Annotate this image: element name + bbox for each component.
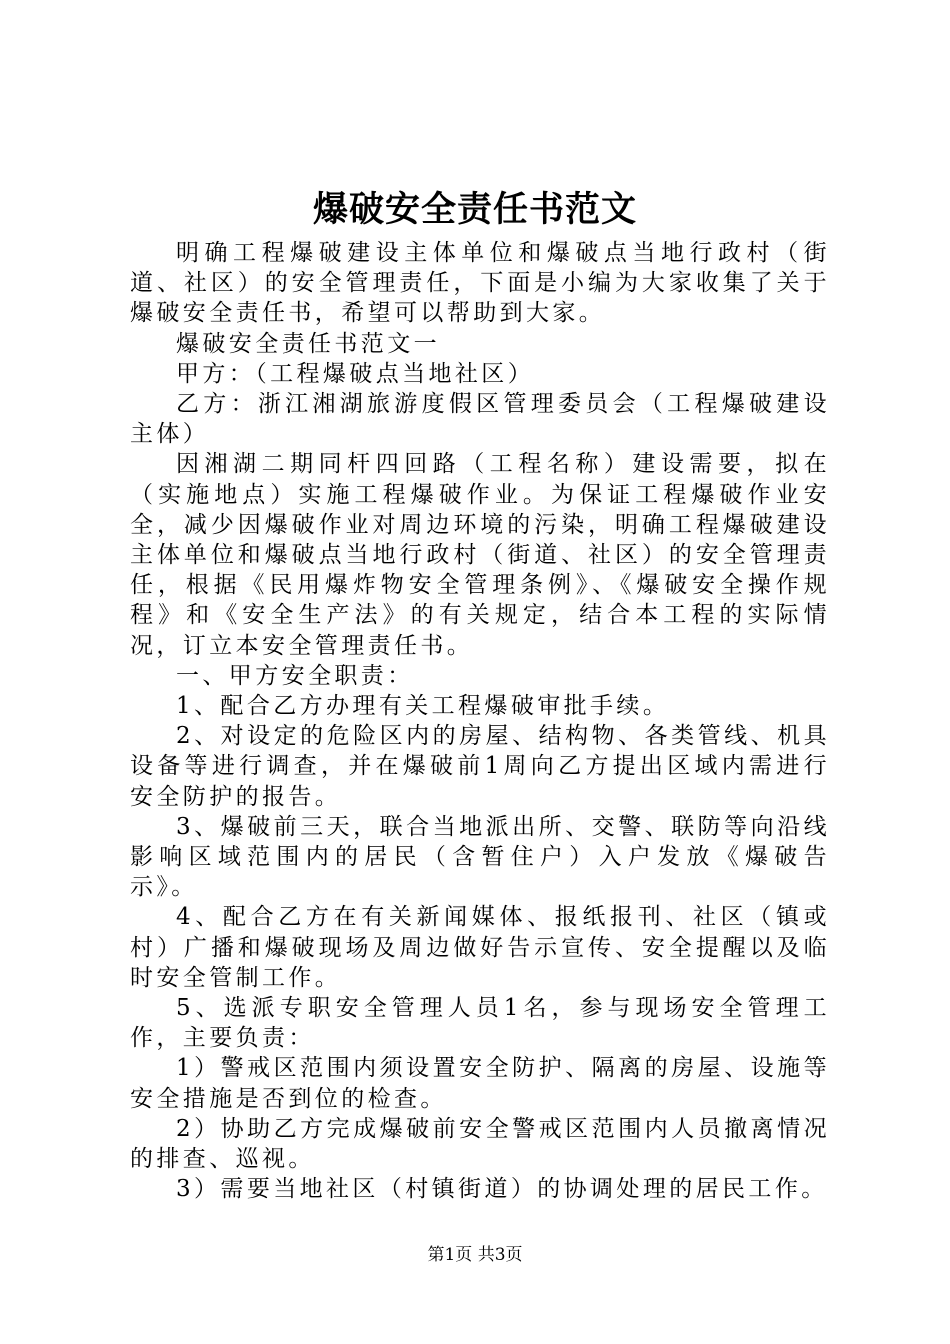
party-b-line: 乙方：浙江湘湖旅游度假区管理委员会（工程爆破建设主体）: [130, 391, 830, 448]
duties-heading: 一、甲方安全职责：: [176, 662, 414, 689]
document-body: [130, 238, 830, 1205]
background-paragraph: 因湘湖二期同杆四回路（工程名称）建设需要，拟在（实施地点）实施工程爆破作业。为保证工程爆破作业安全，减少因爆破作业对周边环境的污染，明确工程爆破建设主体单位和爆破点当地行政村（街道、社区）的安全管理责任，根据《民用爆炸物安全管理条例》、《爆破安全操作规程》和《安全生产法》的有关规定，结合本工程的实际情况，订立本安全管理责任书。: [130, 451, 830, 659]
document-title: 爆破安全责任书范文: [312, 189, 637, 230]
page-footer: 第1页 共3页: [427, 1245, 523, 1265]
section-heading: 爆破安全责任书范文一: [176, 330, 440, 357]
duty-item: 1、配合乙方办理有关工程爆破审批手续。: [176, 693, 670, 720]
duty-item: 2、对设定的危险区内的房屋、结构物、各类管线、机具设备等进行调查，并在爆破前1周向乙方提出区域内需进行安全防护的报告。: [130, 723, 830, 810]
intro-paragraph: 明确工程爆破建设主体单位和爆破点当地行政村（街道、社区）的安全管理责任，下面是小编为大家收集了关于爆破安全责任书，希望可以帮助到大家。: [130, 240, 830, 327]
sub-duty-item: 1）警戒区范围内须设置安全防护、隔离的房屋、设施等安全措施是否到位的检查。: [130, 1055, 830, 1112]
sub-duty-item: 2）协助乙方完成爆破前安全警戒区范围内人员撤离情况的排查、巡视。: [130, 1115, 830, 1173]
duty-item: 3、爆破前三天，联合当地派出所、交警、联防等向沿线影响区域范围内的居民（含暂住户）入户发放《爆破告示》。: [130, 813, 830, 901]
duty-item: 4、配合乙方在有关新闻媒体、报纸报刊、社区（镇或村）广播和爆破现场及周边做好告示宣传、安全提醒以及临时安全管制工作。: [130, 904, 830, 991]
sub-duty-item: 3）需要当地社区（村镇街道）的协调处理的居民工作。: [176, 1176, 828, 1203]
party-a-line: 甲方：（工程爆破点当地社区）: [176, 360, 535, 387]
duty-item: 5、选派专职安全管理人员1名，参与现场安全管理工作，主要负责：: [130, 995, 830, 1052]
